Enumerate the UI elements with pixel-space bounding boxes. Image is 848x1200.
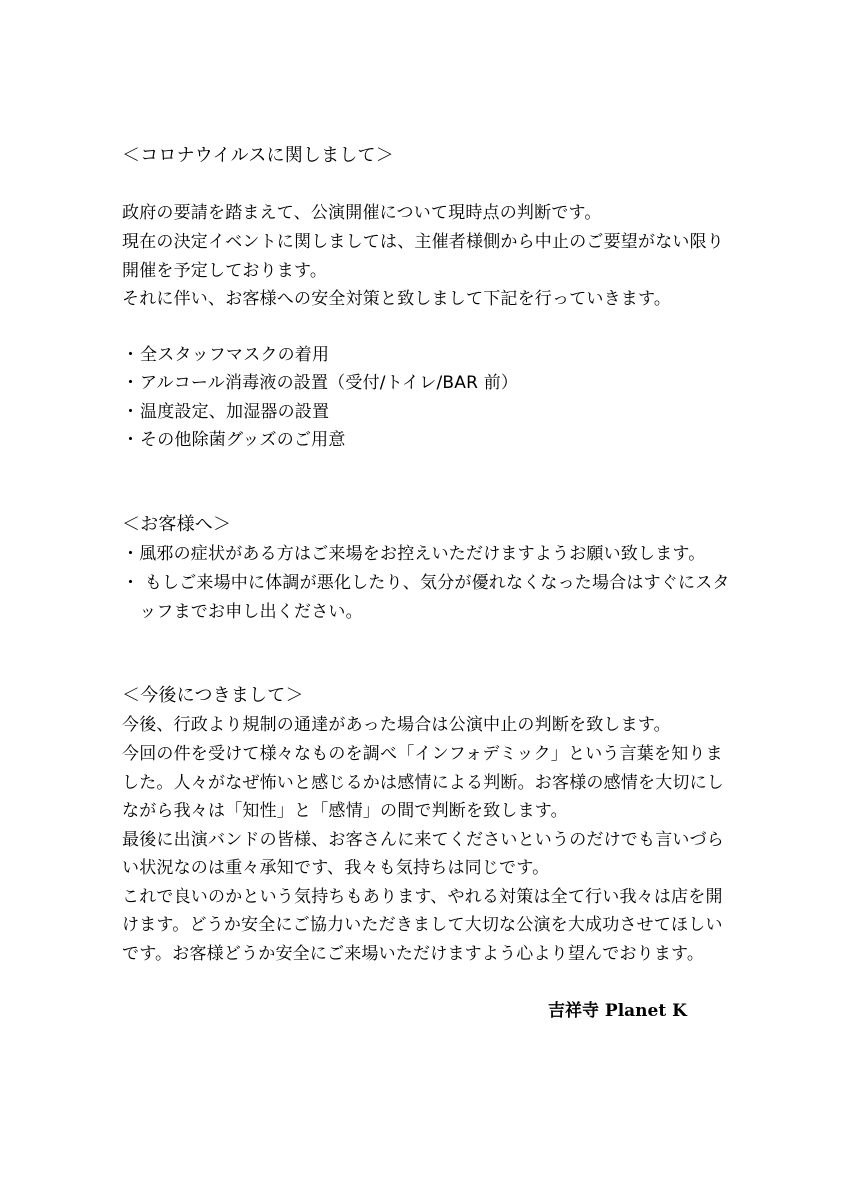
notice-line: ッフまでお申し出ください。 [122,602,363,622]
section-heading-future: ＜今後につきまして＞ [122,685,304,706]
notice-line: ・ もしご来場中に体調が悪化したり、気分が優れなくなった場合はすぐにスタ [122,573,730,593]
future-line: これで良いのかという気持ちもあります、やれる対策は全て行い我々は店を開 [122,887,723,907]
bullet-mark: ・ [122,373,140,393]
bullet-text: アルコール消毒液の設置（受付/トイレ/BAR 前） [140,373,519,393]
bullet-mark: ・ [122,402,140,422]
paragraph-line: 開催を予定しております。 [122,261,328,281]
bullet-text: 温度設定、加湿器の設置 [140,402,330,422]
notice-line: ・風邪の症状がある方はご来場をお控えいただけますようお願い致します。 [122,544,706,564]
section-heading-corona: ＜コロナウイルスに関しまして＞ [122,145,394,166]
bullet-text: 全スタッフマスクの着用 [140,345,330,365]
future-line: い状況なのは重々承知です、我々も気持ちは同じです。 [122,858,550,878]
paragraph-line: 政府の要請を踏まえて、公演開催について現時点の判断です。 [122,203,602,223]
bullet-mark: ・ [122,430,140,450]
future-line: です。お客様どうか安全にご来場いただけますよう心より望んでおります。 [122,944,705,964]
future-line: 最後に出演バンドの皆様、お客さんに来てくださいというのだけでも言いづら [122,830,724,850]
future-line: 今回の件を受けて様々なものを調べ「インフォデミック」という言葉を知りま [122,744,723,764]
paragraph-line: 現在の決定イベントに関しましては、主催者様側から中止のご要望がない限り [122,232,724,252]
section-heading-customers: ＜お客様へ＞ [122,514,232,535]
bullet-item-alcohol [122,373,518,393]
paragraph-line: それに伴い、お客様への安全対策と致しまして下記を行っていきます。 [122,289,672,309]
bullet-mark: ・ [122,345,140,365]
future-line: けます。どうか安全にご協力いただきまして大切な公演を大成功させてほしい [122,915,723,935]
bullet-item-sanitizer [122,430,346,450]
future-line: 今後、行政より規制の通達があった場合は公演中止の判断を致します。 [122,715,671,735]
future-line: した。人々がなぜ怖いと感じるかは感情による判断。お客様の感情を大切にし [122,773,724,793]
future-line: ながら我々は「知性」と「感情」の間で判断を致します。 [122,801,568,821]
bullet-item-humidifier [122,402,329,422]
signature: 吉祥寺 Planet K [548,1001,687,1021]
bullet-text: その他除菌グッズのご用意 [140,430,346,450]
bullet-item-mask [122,345,329,365]
